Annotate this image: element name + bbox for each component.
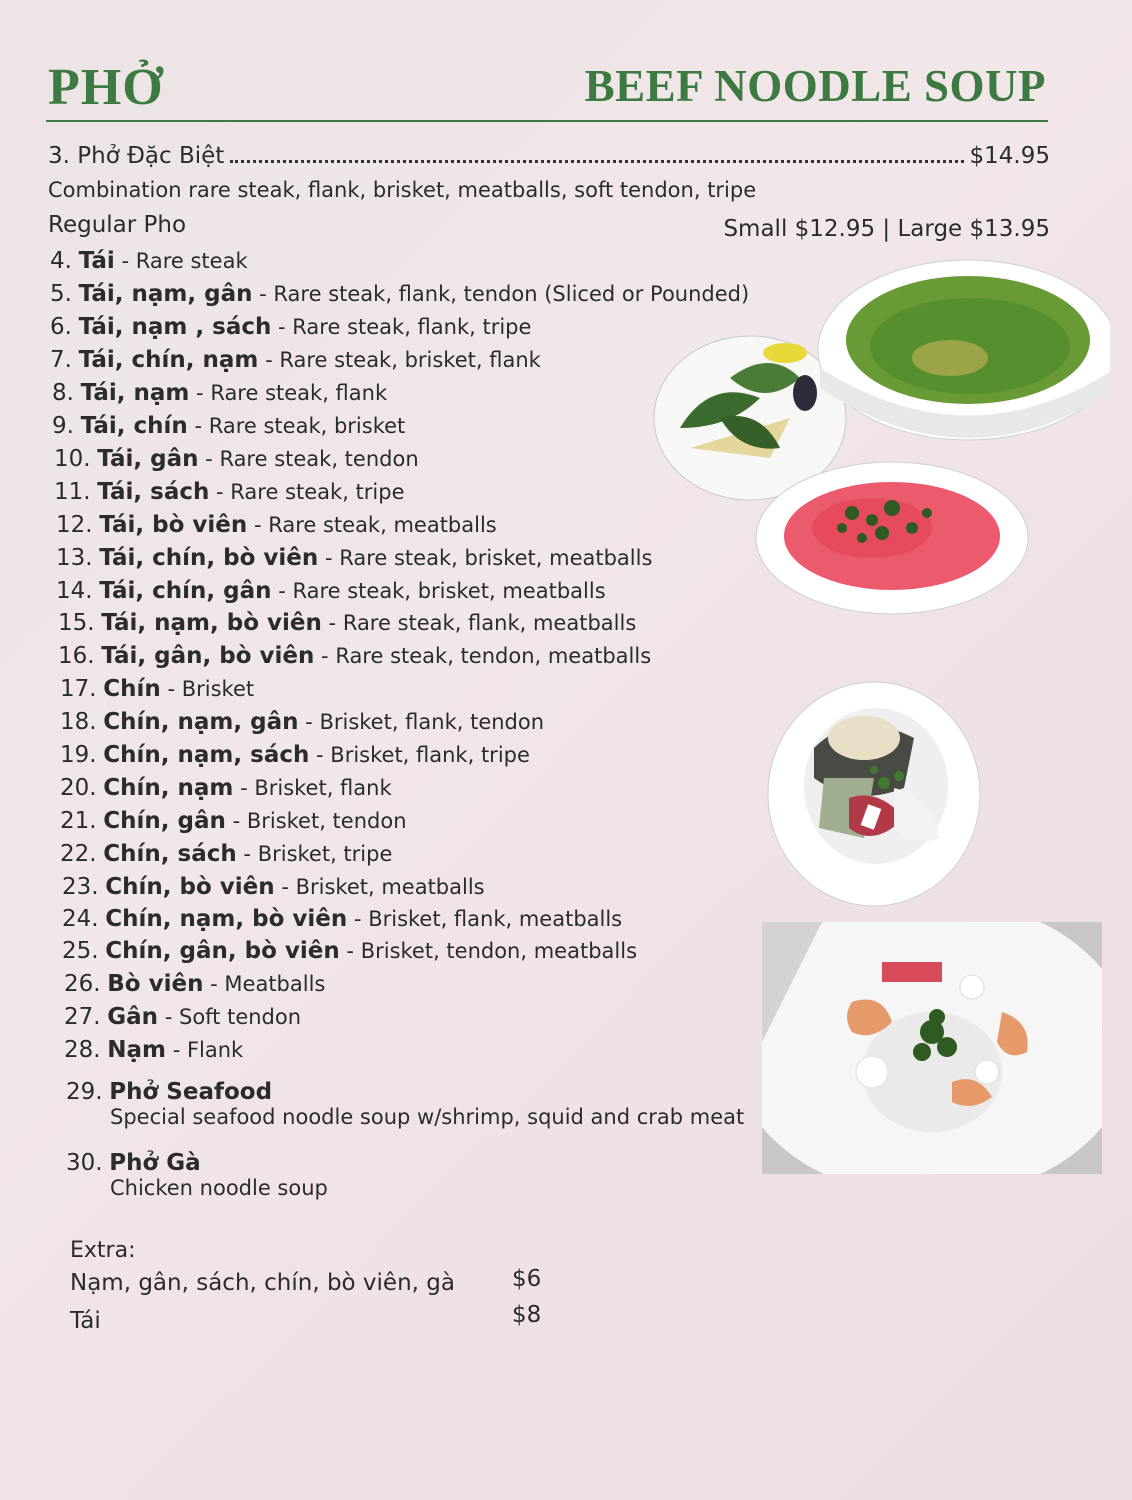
menu-item: 9. Tái, chín - Rare steak, brisket: [52, 413, 406, 439]
extra-row-label: Nạm, gân, sách, chín, bò viên, gà: [70, 1270, 455, 1296]
menu-item: 4. Tái - Rare steak: [50, 248, 248, 274]
menu-item: 27. Gân - Soft tendon: [64, 1004, 302, 1030]
menu-item: 18. Chín, nạm, gân - Brisket, flank, tendon: [60, 709, 545, 735]
menu-item: 13. Tái, chín, bò viên - Rare steak, brisket, meatballs: [56, 545, 653, 571]
extra-row-price: $8: [512, 1302, 542, 1328]
rare-beef-plate-photo: [752, 458, 1032, 618]
menu-item: 25. Chín, gân, bò viên - Brisket, tendon, meatballs: [62, 938, 638, 964]
menu-item: 26. Bò viên - Meatballs: [64, 971, 326, 997]
menu-item: 12. Tái, bò viên - Rare steak, meatballs: [56, 512, 497, 538]
menu-item: 23. Chín, bò viên - Brisket, meatballs: [62, 874, 485, 900]
brisket-bowl-photo: [764, 678, 984, 910]
special-description: Combination rare steak, flank, brisket, meatballs, soft tendon, tripe: [48, 178, 757, 202]
section-title-english: BEEF NOODLE SOUP: [584, 61, 1046, 111]
menu-item: 21. Chín, gân - Brisket, tendon: [60, 808, 407, 834]
leader-dots: [230, 160, 963, 163]
chicken-description: Chicken noodle soup: [110, 1176, 328, 1200]
menu-item: 15. Tái, nạm, bò viên - Rare steak, flank, meatballs: [58, 610, 637, 636]
menu-item: 24. Chín, nạm, bò viên - Brisket, flank, meatballs: [62, 906, 623, 932]
menu-item: 14. Tái, chín, gân - Rare steak, brisket, meatballs: [56, 578, 606, 604]
regular-pho-title: Regular Pho: [48, 212, 187, 238]
menu-item: 17. Chín - Brisket: [60, 676, 255, 702]
menu-item: 10. Tái, gân - Rare steak, tendon: [54, 446, 419, 472]
menu-item: 8. Tái, nạm - Rare steak, flank: [52, 380, 388, 406]
menu-item: 22. Chín, sách - Brisket, tripe: [60, 841, 393, 867]
seafood-bowl-photo: [762, 922, 1102, 1174]
extra-row-label: Tái: [70, 1308, 101, 1334]
seafood-description: Special seafood noodle soup w/shrimp, squid and crab meat: [110, 1105, 745, 1129]
menu-item: 16. Tái, gân, bò viên - Rare steak, tendon, meatballs: [58, 643, 652, 669]
menu-item: 11. Tái, sách - Rare steak, tripe: [54, 479, 405, 505]
extra-row-price: $6: [512, 1266, 542, 1292]
menu-item-seafood: 29. Phở Seafood: [66, 1079, 273, 1105]
special-name: Phở Đặc Biệt: [77, 143, 225, 169]
special-item: [48, 143, 1050, 169]
menu-item: 5. Tái, nạm, gân - Rare steak, flank, tendon (Sliced or Pounded): [50, 281, 750, 307]
special-price: $14.95: [969, 143, 1050, 169]
menu-item: 28. Nạm - Flank: [64, 1037, 244, 1063]
section-title-pho: PHỞ: [48, 59, 164, 116]
extra-title: Extra:: [70, 1238, 136, 1263]
special-number: 3.: [48, 143, 70, 169]
menu-item: 6. Tái, nạm , sách - Rare steak, flank, tripe: [50, 314, 532, 340]
menu-item: 20. Chín, nạm - Brisket, flank: [60, 775, 392, 801]
menu-item: 19. Chín, nạm, sách - Brisket, flank, tripe: [60, 742, 530, 768]
menu-item: 7. Tái, chín, nạm - Rare steak, brisket, flank: [50, 347, 541, 373]
menu-item-chicken: 30. Phở Gà: [66, 1150, 201, 1176]
regular-pho-price: Small $12.95 | Large $13.95: [723, 216, 1050, 242]
header-divider: [46, 120, 1048, 122]
